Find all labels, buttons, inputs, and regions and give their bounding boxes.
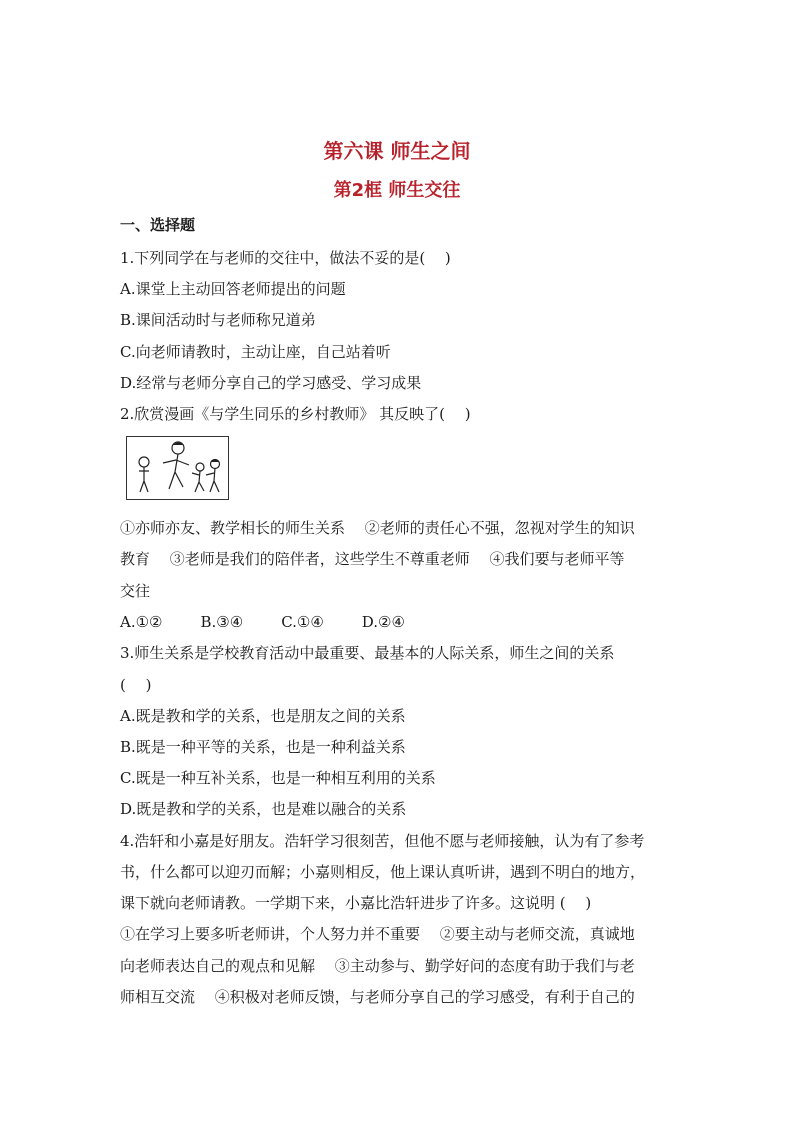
cartoon-image [126,436,229,500]
q2-option-b: B.③④ [200,613,244,631]
section-heading: 一、选择题 [120,216,196,234]
q3-option-c: C.既是一种互补关系，也是一种相互利用的关系 [120,769,436,787]
q4-line-2: 书，什么都可以迎刃而解；小嘉则相反，他上课认真听讲，遇到不明白的地方， [120,863,646,881]
q3-stem-line-2: ( ) [120,676,152,694]
q2-stem: 2.欣赏漫画《与学生同乐的乡村教师》 其反映了( ) [120,405,471,423]
q1-option-a: A.课堂上主动回答老师提出的问题 [120,280,346,298]
lesson-title: 第六课 师生之间 [323,139,471,163]
q1-option-d: D.经常与老师分享自己的学习感受、学习成果 [120,374,422,392]
q3-option-d: D.既是教和学的关系，也是难以融合的关系 [120,800,407,818]
q4-line-4: ①在学习上要多听老师讲，个人努力并不重要 ②要主动与老师交流，真诚地 [120,925,635,943]
q2-option-d: D.②④ [361,613,405,631]
q2-options [120,612,686,632]
q2-option-a: A.①② [120,613,163,631]
frame-title: 第2框 师生交往 [333,180,461,201]
q4-line-1: 4.浩轩和小嘉是好朋友。浩轩学习很刻苦，但他不愿与老师接触，认为有了参考 [120,832,645,850]
q2-statement-line-3: 交往 [120,582,151,600]
q4-line-3: 课下就向老师请教。一学期下来，小嘉比浩轩进步了许多。这说明 ( ) [120,894,592,912]
q4-line-5: 向老师表达自己的观点和见解 ③主动参与、勤学好问的态度有助于我们与老 [120,957,635,975]
q2-statement-line-2: 教育 ③老师是我们的陪伴者，这些学生不尊重老师 ④我们要与老师平等 [120,550,625,568]
q3-option-a: A.既是教和学的关系，也是朋友之间的关系 [120,707,406,725]
q2-option-c: C.①④ [281,613,324,631]
q3-stem-line-1: 3.师生关系是学校教育活动中最重要、最基本的人际关系，师生之间的关系 [120,644,615,662]
q4-line-6: 师相互交流 ④积极对老师反馈，与老师分享自己的学习感受，有利于自己的 [120,988,635,1006]
q1-stem: 1.下列同学在与老师的交往中，做法不妥的是( ) [120,249,451,267]
q2-statement-line-1: ①亦师亦友、教学相长的师生关系 ②老师的责任心不强，忽视对学生的知识 [120,519,635,537]
q1-option-c: C.向老师请教时，主动让座，自己站着听 [120,343,391,361]
teacher-students-illustration [127,437,228,499]
q3-option-b: B.既是一种平等的关系，也是一种利益关系 [120,738,406,756]
q1-option-b: B.课间活动时与老师称兄道弟 [120,311,316,329]
